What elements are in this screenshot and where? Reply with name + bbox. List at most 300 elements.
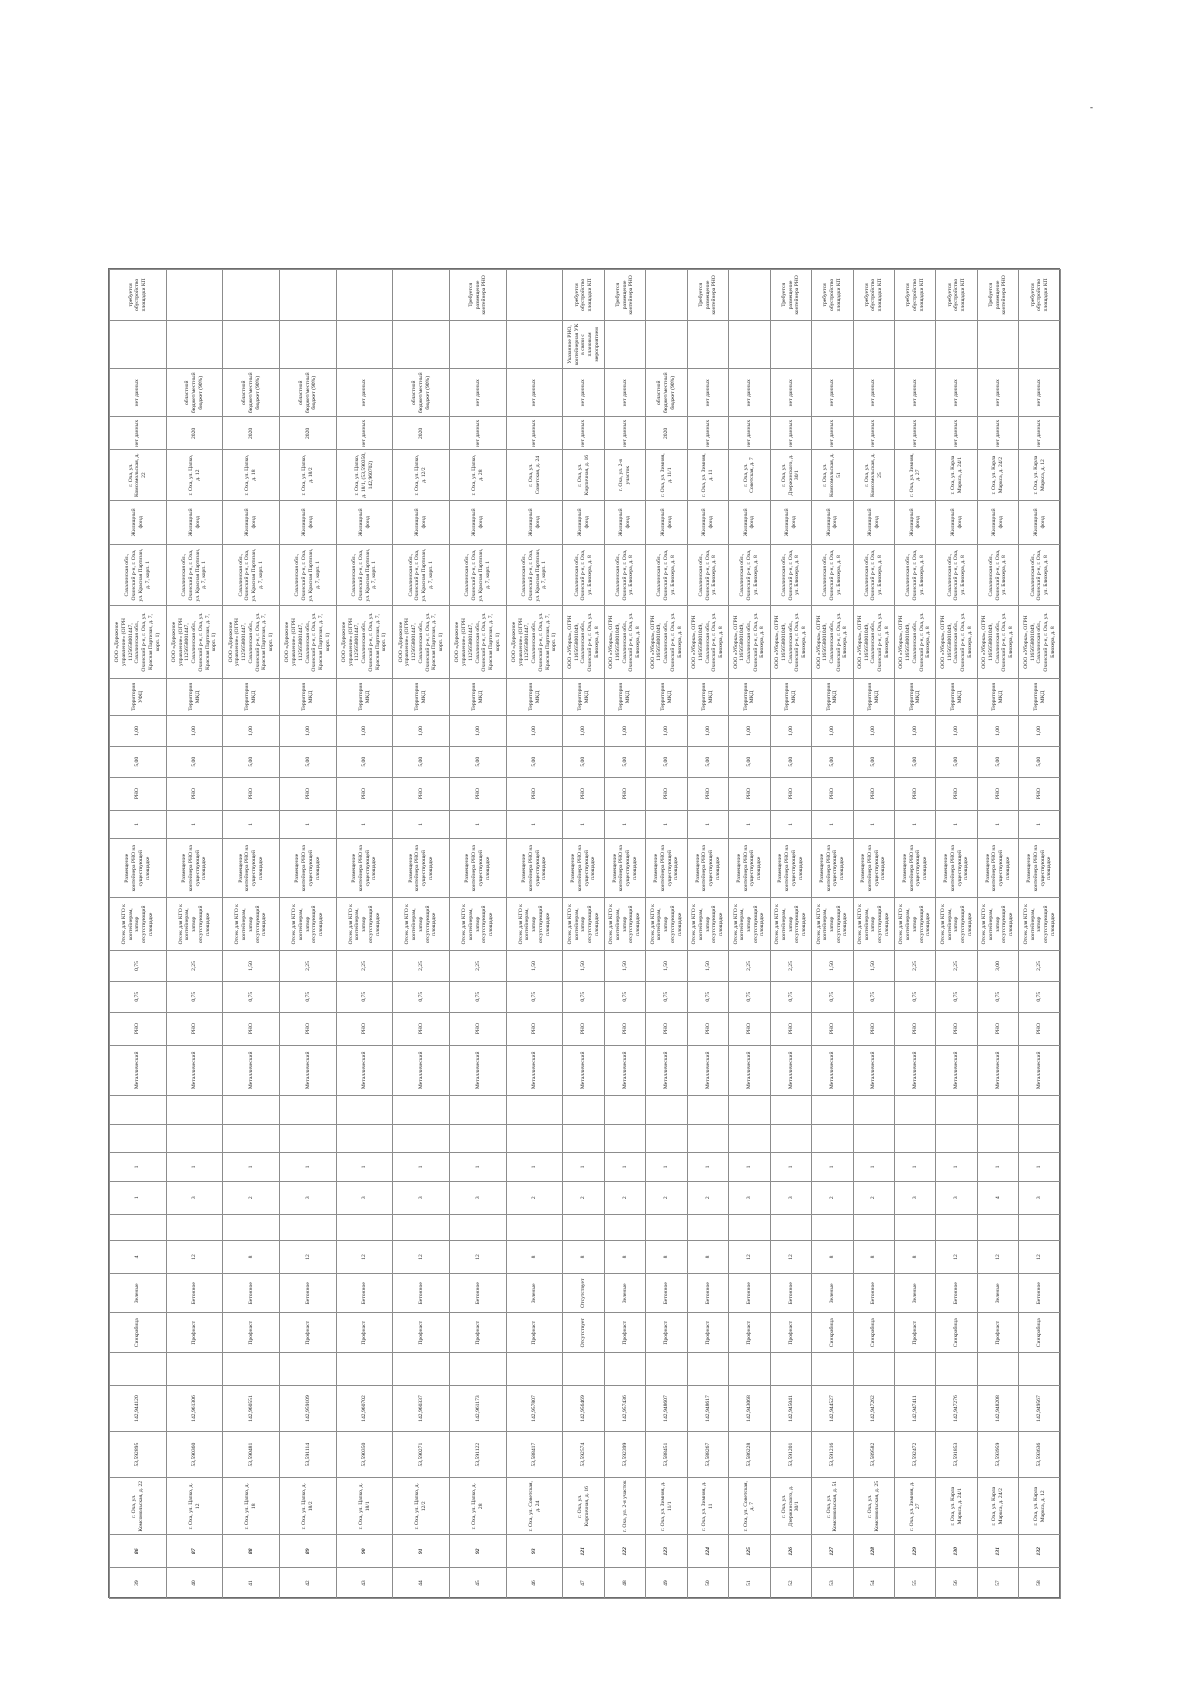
cell-c21: 1 <box>646 810 687 839</box>
cell-c7: Профнаст <box>450 1313 507 1353</box>
cell-c13 <box>506 1124 563 1153</box>
cell-c29: г. Оха, ул. Цапко, д. 28 <box>450 450 507 501</box>
table-row <box>223 270 280 1599</box>
cell-addr: г. Оха, ул. Кирпичная, д. 16 <box>563 1478 604 1535</box>
cell-lat: 53,592574 <box>563 1432 604 1478</box>
cell-c26: ООО «Уборка», ОГРН 1165658001049, Сахалинская обл., Охинский р-н, г. Оха, ул. Блюхера, д. 8 <box>936 606 977 678</box>
cell-c31: нет данных <box>895 369 936 417</box>
cell-c10 <box>895 1214 936 1240</box>
cell-c32 <box>770 320 811 368</box>
cell-c11: 2 <box>646 1181 687 1214</box>
cell-id: 127 <box>812 1535 853 1568</box>
cell-addr: г. Оха, ул. Комсомольская, д. 22 <box>110 1478 167 1535</box>
cell-c30: нет данных <box>936 417 977 450</box>
cell-c14 <box>336 1096 393 1125</box>
cell-c19: Отсек для КГО к контейнерам, затвор отсутствующий площадке <box>506 898 563 951</box>
cell-c13 <box>110 1124 167 1153</box>
cell-c17: 0,75 <box>604 981 645 1012</box>
page-mark: - <box>1090 102 1093 112</box>
cell-c9: 12 <box>450 1241 507 1274</box>
cell-c9: 8 <box>563 1241 604 1274</box>
cell-c8: Бетонное <box>280 1273 337 1313</box>
cell-c32 <box>646 320 687 368</box>
table-row <box>895 270 936 1599</box>
cell-c6 <box>336 1353 393 1386</box>
table-row <box>280 270 337 1599</box>
cell-c32 <box>687 320 728 368</box>
cell-addr: г. Оха, ул. Советская, д. 24 <box>506 1478 563 1535</box>
cell-lon: 142,959109 <box>280 1385 337 1431</box>
cell-c29: г. Оха, ул. Цапко, д. 18/1, (53,590350, 142,960702) <box>336 450 393 501</box>
cell-c21: 1 <box>770 810 811 839</box>
cell-c13 <box>646 1124 687 1153</box>
cell-c11: 3 <box>166 1181 223 1214</box>
cell-c33: требуется обустройство площадки КП <box>110 270 167 321</box>
cell-c13 <box>812 1124 853 1153</box>
cell-c7: Профнаст <box>770 1313 811 1353</box>
cell-c33: Требуется размещение контейнера РНО <box>977 270 1018 321</box>
cell-c29: г. Оха, ул. Советская, д. 7 <box>729 450 770 501</box>
cell-c18: 2,25 <box>936 951 977 982</box>
cell-c25: Территория УФЦ <box>110 678 167 715</box>
cell-c25: Территория МКД <box>1019 678 1061 715</box>
cell-c14 <box>812 1096 853 1125</box>
cell-lat: 53,591122 <box>450 1432 507 1478</box>
cell-lat: 53,593959 <box>977 1432 1018 1478</box>
cell-c17: 0,75 <box>280 981 337 1012</box>
cell-c18: 0,75 <box>110 951 167 982</box>
cell-c31: нет данных <box>977 369 1018 417</box>
cell-lat: 53,592399 <box>604 1432 645 1478</box>
cell-c7: Синкрабица <box>853 1313 894 1353</box>
cell-c24: 1,00 <box>729 716 770 747</box>
cell-c32 <box>729 320 770 368</box>
cell-c6 <box>687 1353 728 1386</box>
cell-c8: Бетонное <box>393 1273 450 1313</box>
cell-c14 <box>563 1096 604 1125</box>
cell-c20: Размещение контейнера РНО на существующей площадке <box>1019 839 1061 898</box>
cell-c26: ООО «Дорожное управление» (ОГРН 1125658001447, Сахалинская обл., Охинский р-н, г. Оха, ул. Красная Партизан, д. 7, корп. 1) <box>336 606 393 678</box>
cell-c20: Размещение контейнера РНО на существующей площадке <box>936 839 977 898</box>
cell-c33 <box>336 270 393 321</box>
cell-c28: Жилищный фонд <box>223 500 280 544</box>
cell-c24: 1,00 <box>506 716 563 747</box>
cell-c33: требуется обустройство площадки КП <box>895 270 936 321</box>
cell-c15: Металлический <box>977 1045 1018 1096</box>
cell-c17: 0,75 <box>223 981 280 1012</box>
cell-c24: 1,00 <box>110 716 167 747</box>
cell-c30: нет данных <box>110 417 167 450</box>
cell-id: 130 <box>936 1535 977 1568</box>
cell-c24: 1,00 <box>853 716 894 747</box>
cell-c16: PHO <box>770 1012 811 1045</box>
cell-c7: Профнаст <box>895 1313 936 1353</box>
cell-c25: Территория МКД <box>812 678 853 715</box>
cell-c9: 8 <box>223 1241 280 1274</box>
cell-c13 <box>1019 1124 1061 1153</box>
cell-c25: Территория МКД <box>936 678 977 715</box>
cell-num: 48 <box>604 1568 645 1599</box>
cell-c14 <box>280 1096 337 1125</box>
cell-c13 <box>450 1124 507 1153</box>
cell-c24: 1,00 <box>936 716 977 747</box>
cell-c27: Сахалинская обл., Охинский р-н, г. Оха, ул. Блюхера, д. 8 <box>687 544 728 606</box>
cell-c32 <box>166 320 223 368</box>
cell-c11: 3 <box>895 1181 936 1214</box>
cell-id: 123 <box>646 1535 687 1568</box>
cell-c33: Требуется размещение контейнера РНО <box>770 270 811 321</box>
cell-c7: Отсутствует <box>563 1313 604 1353</box>
cell-c23: 5,00 <box>770 746 811 777</box>
cell-c12: 1 <box>770 1153 811 1182</box>
cell-c19: Отсек для КГО к контейнерам, затвор отсутствующий площадке <box>336 898 393 951</box>
cell-c16: PHO <box>166 1012 223 1045</box>
cell-c14 <box>729 1096 770 1125</box>
cell-c6 <box>223 1353 280 1386</box>
cell-c23: 5,00 <box>812 746 853 777</box>
cell-c8: Зеленые <box>812 1273 853 1313</box>
cell-num: 58 <box>1019 1568 1061 1599</box>
cell-c9: 8 <box>812 1241 853 1274</box>
cell-c12: 1 <box>977 1153 1018 1182</box>
cell-lat: 53,589582 <box>853 1432 894 1478</box>
cell-c26: ООО «Дорожное управление» (ОГРН 1125658001447, Сахалинская обл., Охинский р-н, г. Оха, ул. Красная Партизан, д. 7, корп. 1) <box>223 606 280 678</box>
cell-c12: 1 <box>506 1153 563 1182</box>
cell-c25: Территория МКД <box>223 678 280 715</box>
cell-c31: нет данных <box>563 369 604 417</box>
cell-c20: Размещение контейнера РНО на существующей площадке <box>604 839 645 898</box>
cell-c21: 1 <box>110 810 167 839</box>
cell-c18: 1,50 <box>853 951 894 982</box>
cell-num: 52 <box>770 1568 811 1599</box>
cell-lon: 142,957436 <box>604 1385 645 1431</box>
cell-c21: 1 <box>506 810 563 839</box>
cell-addr: г. Оха, ул. Карла Маркса, д. 24/2 <box>977 1478 1018 1535</box>
cell-addr: г. Оха, ул. 2-я участок <box>604 1478 645 1535</box>
cell-c19: Отсек для КГО к контейнерам, затвор отсутствующий площадке <box>563 898 604 951</box>
table-row <box>812 270 853 1599</box>
cell-c29: г. Оха, ул. Карла Маркса, д. 24/1 <box>936 450 977 501</box>
cell-id: 87 <box>166 1535 223 1568</box>
cell-c24: 1,00 <box>895 716 936 747</box>
cell-c12: 1 <box>393 1153 450 1182</box>
cell-c26: ООО «Уборка», ОГРН 1165658001049, Сахалинская обл., Охинский р-н, г. Оха, ул. Блюхера, д. 8 <box>729 606 770 678</box>
cell-c21: 1 <box>936 810 977 839</box>
cell-c10 <box>336 1214 393 1240</box>
cell-c33 <box>223 270 280 321</box>
cell-c17: 0,75 <box>646 981 687 1012</box>
cell-c33: требуется обустройство площадки КП <box>936 270 977 321</box>
cell-num: 56 <box>936 1568 977 1599</box>
cell-c28: Жилищный фонд <box>166 500 223 544</box>
cell-c26: ООО «Дорожное управление» (ОГРН 1125658001447, Сахалинская обл., Охинский р-н, г. Оха, ул. Красная Партизан, д. 7, корп. 1) <box>506 606 563 678</box>
table-row <box>936 270 977 1599</box>
cell-c17: 0,75 <box>687 981 728 1012</box>
cell-c25: Территория МКД <box>506 678 563 715</box>
cell-addr: г. Оха, ул. Цапко, д. 18/2 <box>280 1478 337 1535</box>
cell-c18: 3,00 <box>977 951 1018 982</box>
cell-c19: Отсек для КГО к контейнерам, затвор отсутствующий площадке <box>936 898 977 951</box>
cell-c26: ООО «Уборка», ОГРН 1165658001049, Сахалинская обл., Охинский р-н, г. Оха, ул. Блюхера, д. 8 <box>687 606 728 678</box>
cell-c10 <box>604 1214 645 1240</box>
cell-c16: PHO <box>687 1012 728 1045</box>
cell-c32 <box>604 320 645 368</box>
cell-lon: 142,960337 <box>393 1385 450 1431</box>
cell-c11: 3 <box>393 1181 450 1214</box>
cell-num: 45 <box>450 1568 507 1599</box>
cell-c25: Территория МКД <box>729 678 770 715</box>
cell-c22: PHO <box>895 777 936 810</box>
cell-num: 47 <box>563 1568 604 1599</box>
cell-c32 <box>812 320 853 368</box>
cell-c26: ООО «Дорожное управление» (ОГРН 1125658001447, Сахалинская обл., Охинский р-н, г. Оха, ул. Красная Партизан, д. 7, корп. 1) <box>450 606 507 678</box>
cell-lon: 142,960551 <box>223 1385 280 1431</box>
cell-c19: Отсек для КГО к контейнерам, затвор отсутствующий площадке <box>223 898 280 951</box>
cell-c20: Размещение контейнера РНО на существующей площадке <box>853 839 894 898</box>
cell-c31: нет данных <box>936 369 977 417</box>
cell-c17: 0,75 <box>450 981 507 1012</box>
cell-addr: г. Оха, ул. Дзержинского, д. 30/1 <box>770 1478 811 1535</box>
cell-num: 55 <box>895 1568 936 1599</box>
cell-c23: 5,00 <box>604 746 645 777</box>
cell-lon: 142,961306 <box>166 1385 223 1431</box>
cell-c21: 1 <box>280 810 337 839</box>
cell-lat: 53,590360 <box>166 1432 223 1478</box>
cell-c22: PHO <box>936 777 977 810</box>
cell-c16: PHO <box>853 1012 894 1045</box>
cell-c10 <box>936 1214 977 1240</box>
cell-c30: нет данных <box>895 417 936 450</box>
cell-addr: г. Оха, ул. Зимняя, д. 27 <box>895 1478 936 1535</box>
cell-c8: Бетонное <box>853 1273 894 1313</box>
cell-lon: 142,947276 <box>936 1385 977 1431</box>
cell-c23: 5,00 <box>1019 746 1061 777</box>
cell-c16: PHO <box>977 1012 1018 1045</box>
cell-c29: г. Оха, ул. Цапко, д. 18/2 <box>280 450 337 501</box>
cell-c15: Металлический <box>812 1045 853 1096</box>
cell-c24: 1,00 <box>336 716 393 747</box>
cell-c20: Размещение контейнера РНО на существующей площадке <box>895 839 936 898</box>
cell-c15: Металлический <box>166 1045 223 1096</box>
cell-c31: нет данных <box>770 369 811 417</box>
cell-c6 <box>936 1353 977 1386</box>
cell-c21: 1 <box>853 810 894 839</box>
cell-c25: Территория МКД <box>393 678 450 715</box>
cell-c13 <box>223 1124 280 1153</box>
cell-c23: 5,00 <box>977 746 1018 777</box>
cell-lon: 142,949567 <box>1019 1385 1061 1431</box>
cell-c10 <box>280 1214 337 1240</box>
cell-c28: Жилищный фонд <box>450 500 507 544</box>
cell-c28: Жилищный фонд <box>280 500 337 544</box>
cell-lon: 142,943068 <box>729 1385 770 1431</box>
cell-c22: PHO <box>687 777 728 810</box>
cell-c20: Размещение контейнера РНО на существующей площадке <box>393 839 450 898</box>
cell-c28: Жилищный фонд <box>506 500 563 544</box>
cell-c7: Синкрабица <box>110 1313 167 1353</box>
cell-c10 <box>166 1214 223 1240</box>
cell-c11: 3 <box>336 1181 393 1214</box>
cell-c10 <box>450 1214 507 1240</box>
cell-c20: Размещение контейнера РНО на существующей площадке <box>687 839 728 898</box>
cell-c13 <box>729 1124 770 1153</box>
cell-c12: 1 <box>223 1153 280 1182</box>
cell-c10 <box>770 1214 811 1240</box>
cell-c20: Размещение контейнера РНО на существующей площадке <box>223 839 280 898</box>
cell-c11: 2 <box>604 1181 645 1214</box>
cell-c15: Металлический <box>687 1045 728 1096</box>
cell-c32 <box>336 320 393 368</box>
cell-c33: Требуется размещение контейнера РНО <box>604 270 645 321</box>
cell-c15: Металлический <box>729 1045 770 1096</box>
cell-c16: PHO <box>280 1012 337 1045</box>
cell-c31: областной бюджет/местный бюджет (90%) <box>166 369 223 417</box>
cell-c32 <box>280 320 337 368</box>
cell-c22: PHO <box>393 777 450 810</box>
cell-id: 86 <box>110 1535 167 1568</box>
cell-c30: нет данных <box>853 417 894 450</box>
cell-lat: 53,588267 <box>687 1432 728 1478</box>
cell-c28: Жилищный фонд <box>729 500 770 544</box>
cell-c28: Жилищный фонд <box>646 500 687 544</box>
cell-c18: 1,50 <box>812 951 853 982</box>
cell-c10 <box>853 1214 894 1240</box>
cell-c16: PHO <box>729 1012 770 1045</box>
cell-c14 <box>895 1096 936 1125</box>
cell-c11: 3 <box>729 1181 770 1214</box>
cell-c33: Требуется размещение контейнера РНО <box>687 270 728 321</box>
cell-lat: 53,588417 <box>506 1432 563 1478</box>
cell-c15: Металлический <box>450 1045 507 1096</box>
cell-c32 <box>110 320 167 368</box>
cell-c18: 1,50 <box>604 951 645 982</box>
cell-c8: Бетонное <box>936 1273 977 1313</box>
cell-c7: Профнаст <box>646 1313 687 1353</box>
cell-c22: PHO <box>166 777 223 810</box>
cell-c26: ООО «Уборка», ОГРН 1165658001049, Сахалинская обл., Охинский р-н, г. Оха, ул. Блюхера, д. 8 <box>977 606 1018 678</box>
cell-c8: Зеленые <box>604 1273 645 1313</box>
cell-c17: 0,75 <box>812 981 853 1012</box>
cell-c22: PHO <box>223 777 280 810</box>
cell-c24: 1,00 <box>687 716 728 747</box>
cell-id: 128 <box>853 1535 894 1568</box>
cell-c16: PHO <box>895 1012 936 1045</box>
cell-c16: PHO <box>604 1012 645 1045</box>
cell-c23: 5,00 <box>280 746 337 777</box>
cell-c23: 5,00 <box>895 746 936 777</box>
cell-c16: PHO <box>563 1012 604 1045</box>
cell-addr: г. Оха, ул. Карла Маркса, д. 12 <box>1019 1478 1061 1535</box>
cell-c20: Размещение контейнера РНО на существующей площадке <box>450 839 507 898</box>
cell-c24: 1,00 <box>604 716 645 747</box>
cell-c23: 5,00 <box>936 746 977 777</box>
cell-c7: Синкрабица <box>936 1313 977 1353</box>
cell-c20: Размещение контейнера РНО на существующей площадке <box>729 839 770 898</box>
cell-c13 <box>280 1124 337 1153</box>
cell-c23: 5,00 <box>393 746 450 777</box>
cell-c23: 5,00 <box>687 746 728 777</box>
cell-c14 <box>646 1096 687 1125</box>
cell-c31: нет данных <box>336 369 393 417</box>
cell-c13 <box>563 1124 604 1153</box>
cell-c21: 1 <box>223 810 280 839</box>
cell-c15: Металлический <box>895 1045 936 1096</box>
cell-c14 <box>393 1096 450 1125</box>
cell-c33 <box>729 270 770 321</box>
cell-c9: 12 <box>770 1241 811 1274</box>
cell-c18: 2,25 <box>895 951 936 982</box>
cell-c27: Сахалинская обл., Охинский р-н, г. Оха, ул. Красная Партизан, д. 7, корп. 1 <box>280 544 337 606</box>
cell-c14 <box>450 1096 507 1125</box>
cell-c30: нет данных <box>812 417 853 450</box>
cell-c8: Бетонное <box>1019 1273 1061 1313</box>
cell-c26: ООО «Дорожное управление» (ОГРН 1125658001447, Сахалинская обл., Охинский р-н, г. Оха, ул. Красная Партизан, д. 7, корп. 1) <box>110 606 167 678</box>
cell-c28: Жилищный фонд <box>393 500 450 544</box>
cell-c25: Территория МКД <box>646 678 687 715</box>
cell-c30: нет данных <box>977 417 1018 450</box>
cell-c8: Отсутствует <box>563 1273 604 1313</box>
cell-c8: Бетонное <box>166 1273 223 1313</box>
cell-c18: 1,50 <box>646 951 687 982</box>
cell-c24: 1,00 <box>223 716 280 747</box>
cell-c33 <box>166 270 223 321</box>
cell-c30: 2020 <box>166 417 223 450</box>
cell-c32 <box>853 320 894 368</box>
cell-c30: нет данных <box>687 417 728 450</box>
cell-c17: 0,75 <box>936 981 977 1012</box>
cell-lon: 142,961173 <box>450 1385 507 1431</box>
cell-c15: Металлический <box>506 1045 563 1096</box>
cell-c24: 1,00 <box>280 716 337 747</box>
table-row <box>604 270 645 1599</box>
cell-id: 89 <box>280 1535 337 1568</box>
cell-lat: 53,590481 <box>223 1432 280 1478</box>
cell-c6 <box>729 1353 770 1386</box>
cell-c19: Отсек для КГО к контейнерам, затвор отсутствующий площадке <box>853 898 894 951</box>
cell-c7: Профнаст <box>687 1313 728 1353</box>
cell-c21: 1 <box>895 810 936 839</box>
cell-c23: 5,00 <box>450 746 507 777</box>
cell-c6 <box>393 1353 450 1386</box>
cell-c28: Жилищный фонд <box>895 500 936 544</box>
cell-c28: Жилищный фонд <box>110 500 167 544</box>
cell-c19: Отсек для КГО к контейнерам, затвор отсутствующий площадке <box>1019 898 1061 951</box>
cell-c7: Профнаст <box>166 1313 223 1353</box>
cell-c13 <box>853 1124 894 1153</box>
cell-c10 <box>563 1214 604 1240</box>
cell-c14 <box>166 1096 223 1125</box>
cell-c21: 1 <box>604 810 645 839</box>
cell-c19: Отсек для КГО к контейнерам, затвор отсутствующий площадке <box>977 898 1018 951</box>
cell-c32 <box>895 320 936 368</box>
cell-c6 <box>646 1353 687 1386</box>
cell-num: 54 <box>853 1568 894 1599</box>
cell-c27: Сахалинская обл., Охинский р-н, г. Оха, ул. Красная Партизан, д. 7, корп. 1 <box>110 544 167 606</box>
cell-c18: 2,25 <box>336 951 393 982</box>
cell-c15: Металлический <box>223 1045 280 1096</box>
cell-c27: Сахалинская обл., Охинский р-н, г. Оха, ул. Красная Партизан, д. 7, корп. 1 <box>223 544 280 606</box>
cell-id: 91 <box>393 1535 450 1568</box>
cell-c10 <box>977 1214 1018 1240</box>
cell-c24: 1,00 <box>770 716 811 747</box>
cell-addr: г. Оха, ул. Зимняя, д. 11/1 <box>646 1478 687 1535</box>
cell-c18: 2,25 <box>450 951 507 982</box>
cell-c33 <box>393 270 450 321</box>
cell-c30: нет данных <box>336 417 393 450</box>
cell-c23: 5,00 <box>223 746 280 777</box>
cell-addr: г. Оха, ул. Цапко, д. 18 <box>223 1478 280 1535</box>
cell-lon: 142,944527 <box>812 1385 853 1431</box>
